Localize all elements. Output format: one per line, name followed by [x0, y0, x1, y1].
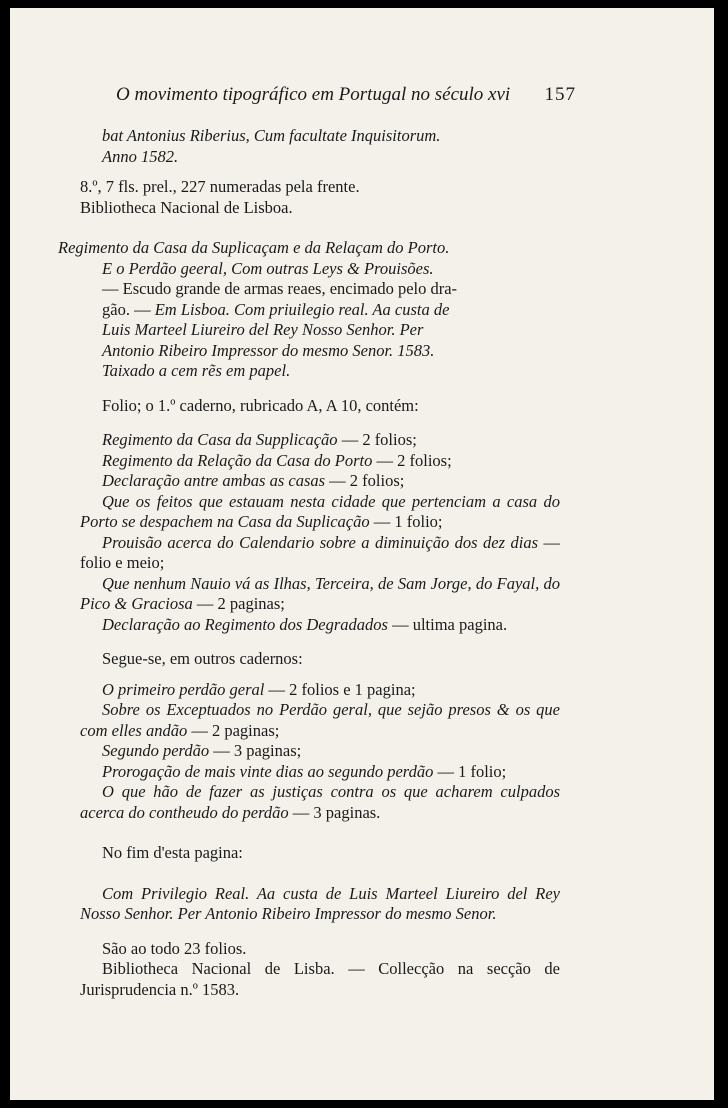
contents-item-7	[80, 615, 560, 636]
contents-item-2	[80, 451, 560, 472]
title-line6: Antonio Ribeiro Impressor do mesmo Senor. 1583.	[102, 340, 435, 360]
other-item-3-title: Segundo perdão	[102, 741, 210, 760]
title-line4-b: Em Lisboa. Com priuilegio real. Aa custa de	[154, 299, 450, 319]
entry1-line4: Bibliotheca Nacional de Lisboa.	[80, 197, 293, 217]
entry1-line1: bat Antonius Riberius, Cum facultate Inquisitorum.	[102, 126, 441, 145]
contents-item-2-count: — 2 folios;	[372, 450, 452, 470]
running-header	[116, 84, 576, 106]
other-item-4	[80, 762, 560, 783]
page-number: 157	[544, 84, 576, 105]
other-item-5-title: O que hão de fazer as justiças contra os que acharem culpados acerca do contheudo do perdão	[80, 782, 560, 822]
no-fim-line: No fim d'esta pagina:	[102, 843, 243, 862]
other-item-1-count: — 2 folios e 1 pagina;	[264, 679, 416, 699]
contents-item-5-title: Prouisão acerca do Calendario sobre a diminuição dos dez dias	[102, 532, 539, 552]
other-item-2	[80, 700, 560, 741]
other-item-1	[80, 680, 560, 701]
title-line3: — Escudo grande de armas reaes, encimado pelo dra-	[102, 279, 458, 298]
contents-item-4-title: Que os feitos que estauam nesta cidade que pertenciam a casa do Porto se despachem na Casa da Suplicação	[80, 491, 560, 531]
other-item-4-title: Prorogação de mais vinte dias ao segundo perdão	[102, 761, 434, 781]
contents-item-1-title: Regimento da Casa da Supplicação	[102, 430, 338, 449]
other-item-2-count: — 2 paginas;	[187, 720, 280, 740]
entry1-line3: 8.º, 7 fls. prel., 227 numeradas pela frente.	[80, 177, 360, 196]
contents-item-1	[80, 430, 560, 451]
contents-item-4	[80, 492, 560, 533]
header-title: O movimento tipográfico em Portugal no século xvi	[116, 84, 511, 105]
title-line5: Luis Marteel Liureiro del Rey Nosso Senhor. Per	[102, 320, 424, 339]
title-line2: E o Perdão geeral, Com outras Leys & Prouisões.	[102, 258, 434, 278]
other-item-3	[80, 741, 560, 762]
contents-item-7-title: Declaração ao Regimento dos Degradados	[102, 614, 388, 634]
footer-total: São ao todo 23 folios.	[102, 938, 247, 958]
other-item-5-count: — 3 paginas.	[288, 802, 381, 822]
other-item-2-title: Sobre os Exceptuados no Perdão geral, que sejão presos & os que com elles andão	[80, 700, 560, 740]
contents-item-5-count: — folio e meio;	[80, 532, 560, 572]
contents-item-5	[80, 533, 560, 574]
other-item-3-count: — 3 paginas;	[209, 741, 302, 760]
contents-item-3-title: Declaração antre ambas as casas	[102, 471, 326, 490]
title-line4-a: gão. —	[102, 299, 151, 319]
contents-item-4-count: — 1 folio;	[369, 512, 443, 531]
contents-item-7-count: — ultima pagina.	[387, 614, 508, 634]
title-line7: Taixado a cem rẽs em papel.	[102, 361, 291, 380]
title-line4	[80, 300, 560, 321]
contents-item-3	[80, 471, 560, 492]
footer-holding: Bibliotheca Nacional de Lisba. — Collecção na secção de Jurisprudencia n.º 1583.	[80, 959, 560, 999]
colophon: Com Privilegio Real. Aa custa de Luis Marteel Liureiro del Rey Nosso Senhor. Per Antonio Ribeiro Impressor do mesmo Senor.	[80, 883, 560, 923]
entry1-line2: Anno 1582.	[102, 146, 179, 166]
other-item-5	[80, 782, 560, 823]
other-item-1-title: O primeiro perdão geral	[102, 679, 265, 699]
body-text	[58, 126, 560, 1000]
contents-item-1-count: — 2 folios;	[337, 430, 417, 449]
other-item-4-count: — 1 folio;	[433, 761, 507, 781]
contents-item-6-count: — 2 paginas;	[192, 594, 285, 613]
contents-item-6	[80, 574, 560, 615]
contents-item-3-count: — 2 folios;	[325, 471, 405, 490]
title-line1: Regimento da Casa da Suplicaçam e da Relaçam do Porto.	[58, 238, 450, 257]
contents-item-2-title: Regimento da Relação da Casa do Porto	[102, 450, 373, 470]
segue-line: Segue-se, em outros cadernos:	[102, 649, 303, 668]
folio-line: Folio; o 1.º caderno, rubricado A, A 10, contém:	[102, 395, 419, 415]
contents-item-6-title: Que nenhum Nauio vá as Ilhas, Terceira, de Sam Jorge, do Fayal, do Pico & Graciosa	[80, 573, 560, 613]
